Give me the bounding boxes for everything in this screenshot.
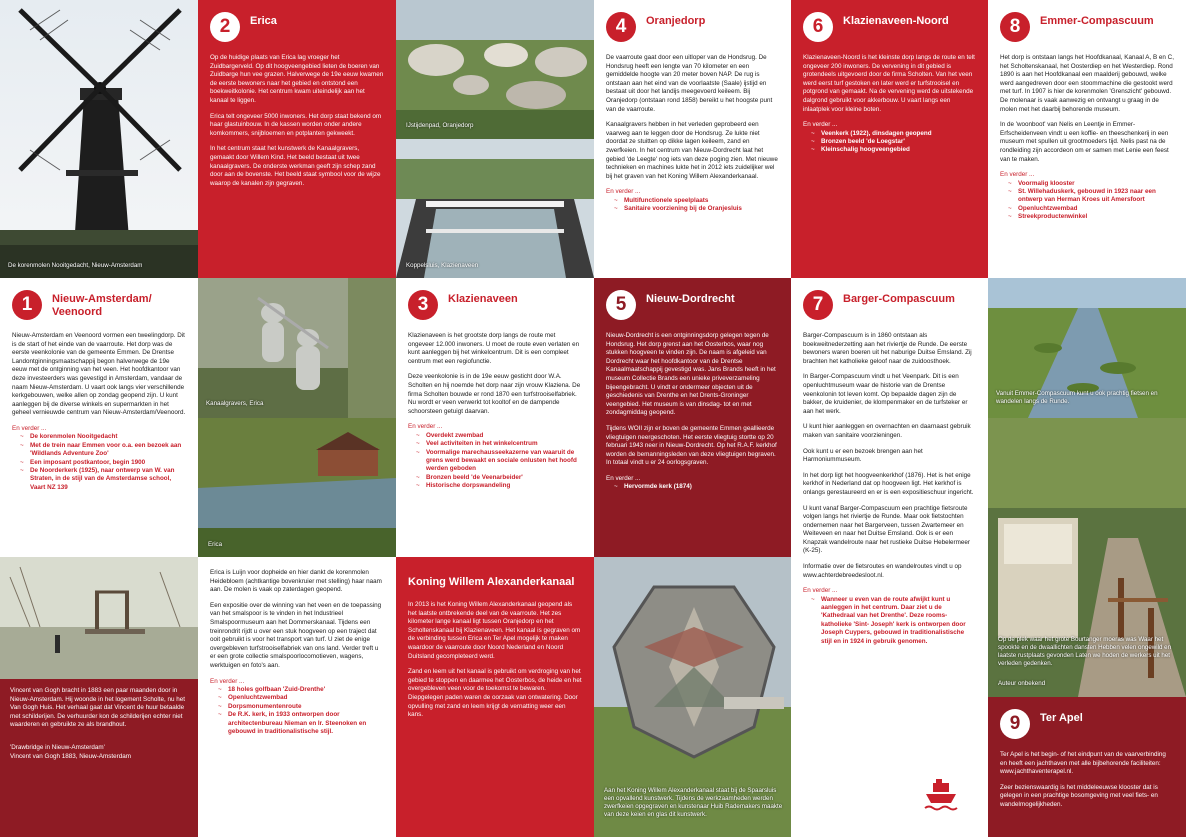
erica-photo	[198, 418, 396, 557]
section-barger-compascuum	[791, 278, 988, 837]
list-item: ~ St. Willehaduskerk, gebouwd in 1923 naar een ontwerp van Herman Kroes uit Amersfoort	[1008, 188, 1174, 205]
kwa-paragraph-2: Zand en leem uit het kanaal is gebruikt om verdroging van het gebied te stoppen en daarmee het Oosterbos, de heide en het overgebleven veen voor de toekomst te bewaren. Diepgelegen paden waren de oorzaak van ontwatering. Door opvulling met zand en leem krijgt de vernatting weer een kans.	[408, 668, 582, 719]
list-item: ~ Een imposant postkantoor, begin 1900	[20, 459, 186, 467]
erica-caption: Erica	[208, 541, 223, 548]
oranjedorp-more	[606, 188, 779, 213]
section-erica	[198, 0, 396, 278]
section-nieuw-dordrecht	[594, 278, 791, 557]
oranjedorp-image	[396, 0, 594, 139]
emmer-paragraph-2: In de 'woonboot' van Nelis en Leentje in Emmer-Erfscheidenveen vindt u een koffie- en theeschenkerij in een museum met spullen uit grootmoeders tijd. Nelis past na de rondleiding zijn accordeon om er samen met Lenie een feest van te maken.	[1000, 121, 1169, 163]
emmer-paragraph-1: Het dorp is ontstaan langs het Hoofdkanaal, Kanaal A, B en C, het Scholtenskanaal, het Oosterdiep en het Westerdiep. Rond 1890 is aan het Hoofdkanaal een maalderij gebouwd, welke werd aangedreven door een stoommachine die gestookt werd met turf. In 1907 is hier de korenmolen 'Grenszicht' gebouwd. De molenaar is vaak aanwezig en ontvangt u graag in de molen met het daarbij behorende museum.	[1000, 54, 1174, 113]
erica-paragraph-4: Erica is Luijn voor dopheide en hier dankt de korenmolen Heidebloem (achtkantige bovenkruier met stelling) haar naam aan. De molen is vaak op zaterdagen geopend.	[210, 569, 382, 594]
section-title-nieuw-amsterdam: Nieuw-Amsterdam/ Veenoord	[52, 293, 152, 318]
list-item: ~ Met de trein naar Emmen voor o.a. een bezoek aan 'Wildlands Adventure Zoo'	[20, 442, 186, 459]
klazienaveen-paragraph-2: Deze veenkolonie is in de 19e eeuw gesticht door W.A. Scholten en hij noemde het dorp naar zijn vrouw Klaziena. De firma Scholten bouwde er rond 1870 een turfstrooiselfabriek. Nu wordt er veen verwerkt tot kooltof en de dampende schoorsteen getuigt daarvan.	[408, 373, 581, 415]
runde-photo	[988, 278, 1186, 418]
section-title-klazienaveen-noord: Klazienaveen-Noord	[843, 15, 949, 27]
barger-paragraph-5: In het dorp ligt het hoogveenkerkhof (1876). Het is het enige kerkhof in Nederland dat op hoogveen ligt. Het kerkhof is onlangs gerestaureerd en er is een expositieschuur ingericht.	[803, 471, 974, 496]
list-item: ~ Overdekt zwembad	[416, 432, 582, 440]
vangogh-paragraph-1: Vincent van Gogh bracht in 1883 een paar maanden door in Nieuw-Amsterdam. Hij woonde in het logement Scholte, nu het Van Gogh Huis. Het verhaal gaat dat Vincent de huur betaalde met schilderijen. De verhuurder kon de schilderijen echter niet waarderen en gebruikte ze als brandhout.	[10, 687, 186, 729]
list-item: ~ Veenkerk (1922), dinsdagen geopend	[811, 130, 976, 138]
section-title-ter-apel: Ter Apel	[1040, 712, 1083, 724]
kanaalgravers-image	[198, 278, 396, 418]
emmer-more	[1000, 171, 1174, 221]
section-nieuw-amsterdam	[0, 278, 198, 557]
section-vangogh	[0, 679, 198, 837]
oranjedorp-paragraph-2: Kanaalgravers hebben in het verleden geprobeerd een vaarweg aan te leggen door de Hondsrug. Ze lukte niet doordat ze stuitten op dikke lagen keileem, zand en zwerfkeien. In het centrum van Nieuw-Dordrecht laat het gebied 'de Leegte' nog iets van deze poging zien. Met nieuwe technieken en machines lukte het in 2012 iets zuidelijker wel bij het graven van het Koning Willem Alexanderkanaal.	[606, 121, 778, 180]
list-item: ~ Streekproductenwinkel	[1008, 213, 1174, 221]
list-item: ~ Dorpsmonumentenroute	[218, 703, 384, 711]
erica-paragraph-2: Erica telt ongeveer 5000 inwoners. Het dorp staat bekend om haar glastuinbouw. In de kassen worden onder andere komkommers, snijbloemen en potplanten gekweekt.	[210, 112, 382, 137]
section-title-barger-compascuum: Barger-Compascuum	[843, 293, 955, 305]
vangogh-image	[0, 557, 198, 679]
section-klazienaveen-noord	[791, 0, 988, 278]
number-badge-3: 3	[408, 290, 438, 320]
number-badge-9: 9	[1000, 709, 1030, 739]
number-badge-6: 6	[803, 12, 833, 42]
bourtange-author: Auteur onbekend	[998, 680, 1046, 687]
more-lead: En verder ...	[803, 121, 838, 129]
number-badge-4: 4	[606, 12, 636, 42]
barger-paragraph-7: Informatie over de fietsroutes en wandelroutes vindt u op www.achterdebreedesloot.nl.	[803, 563, 962, 579]
list-item: ~ Voormalig klooster	[1008, 180, 1174, 188]
klazienaveen-paragraph-1: Klazienaveen is het grootste dorp langs de route met ongeveer 12.000 inwoners. U moet de route even verlaten en kunt aanleggen bij het winkelcentrum. Dit is een compleet centrum met een regiofunctie.	[408, 332, 580, 365]
number-badge-5: 5	[606, 290, 636, 320]
more-lead: En verder ...	[606, 188, 641, 196]
section-emmer-compascuum	[988, 0, 1186, 278]
klazienaveen-noord-more	[803, 121, 976, 155]
list-item: ~ Bronzen beeld 'de Loegstar'	[811, 138, 976, 146]
erica-paragraph-5: Een expositie over de winning van het veen en de toepassing van het smalspoor is te vinden in het Industrieel Smalspoormuseum aan het Dommerskanaal. Tijdens een treinrondrit rijdt u over een stuk hoogveen op een traject dat ooit gebruikt is voor het transport van turf. U ziet de enige overgebleven turfstrooiselfabriek van ons land. Verder treft u er een grote collectie smalspoorlocomotieven, wagens, werktuigen en foto's aan.	[210, 601, 382, 669]
list-item: ~ Multifunctionele speelplaats	[614, 197, 779, 205]
vangogh-caption-1: 'Drawbridge in Nieuw-Amsterdam'	[10, 743, 105, 751]
barger-paragraph-6: U kunt vanaf Barger-Compascuum een prachtige fietsroute volgen langs het riviertje de Runde. Maar ook fietstochten ondernemen naar het Bargerveen, tussen Zwartemeer en Weiteveen en naar het Duitse Emsland. Ook is er een Knapzak wandelroute naar het rustieke Duitse Hebelermeer (K-25).	[803, 504, 970, 555]
oranjedorp-paragraph-1: De vaarroute gaat door een uitloper van de Hondsrug. De Hondsrug heeft een lengte van 70 kilometer en een gemiddelde hoogte van 20 meter boven NAP. De rug is ontstaan aan het eind van de voorlaatste (Saale) ijstijd en bestaat uit door het landijs meegevoerd keileem. Bij Oranjedorp (ontstaan rond 1858) bereikt u het hoogste punt van de vaarroute.	[606, 54, 773, 113]
terapel-paragraph-2: Zeer bezienswaardig is het middeleeuwse klooster dat is gelegen in een prachtige bosomgeving met veel fiets- en wandelmogelijkheden.	[1000, 783, 1158, 808]
barger-paragraph-4: Ook kunt u er een bezoek brengen aan het Harmoniummuseum.	[803, 447, 923, 464]
oranjedorp-caption: IJstijdenpad, Oranjedorp	[406, 122, 474, 129]
list-item: ~ De korenmolen Nooitgedacht	[20, 433, 186, 441]
list-item: ~ Bronzen beeld 'de Veenarbeider'	[416, 474, 582, 482]
klazienaveen-more	[408, 423, 582, 490]
number-badge-2: 2	[210, 12, 240, 42]
barger-paragraph-2: In Barger-Compascuum vindt u het Veenpark. Dit is een openluchtmuseum waar de historie van de Drentse veenkolonin tot leven komt. Op bepaalde dagen zijn de bakker, de kruidenier, de klompenmaker en de turfsteker er aan het werk.	[803, 373, 968, 415]
runde-caption: Vanuit Emmer-Compascuum kunt u ook prachtig fietsen en wandelen langs de Runde.	[996, 390, 1158, 405]
vangogh-caption-2: Vincent van Gogh 1883, Nieuw-Amsterdam	[10, 752, 131, 760]
more-lead: En verder ...	[803, 587, 838, 595]
koppelsluis-caption: Koppelsluis, Klazienaveen	[406, 262, 479, 269]
barger-paragraph-3: U kunt hier aanleggen en overnachten en daarnaast gebruik maken van sanitaire voorzieningen.	[803, 423, 971, 439]
more-lead: En verder ...	[12, 424, 47, 432]
list-item: ~ De Noorderkerk (1925), naar ontwerp van W. van Straten, in de stijl van de Amsterdamse school, Vaart NZ 139	[20, 467, 186, 492]
barger-paragraph-1: Barger-Compascuum is in 1860 ontstaan als boekweitnederzetting aan het riviertje de Runde. De eerste bewoners waren boeren uit het naburige Duitse Emsland. Zij brachten het katholieke geloof naar de zuidoosthoek.	[803, 332, 972, 365]
more-lead: En verder ...	[210, 677, 245, 685]
list-item: ~ Kleinschalig hoogveengebied	[811, 146, 976, 154]
klazienaveen-noord-paragraph-1: Klazienaveen-Noord is het kleinste dorp langs de route en telt ongeveer 200 inwoners. De vervening in dit gebied is grotendeels uitgevoerd door de firma Scholten. Van het veen werd eerst turf gestoken en later werd er turfstrooisel en potgrond van gemaakt. Na de vervening werd de uitstekende dalgrond gebruikt voor akkerbouw. U vaart langs een inlaatplek voor kleine boten.	[803, 54, 975, 113]
section-title-nieuw-dordrecht: Nieuw-Dordrecht	[646, 293, 735, 305]
section-title-erica: Erica	[250, 15, 277, 27]
vangogh-painting	[0, 557, 198, 679]
nieuw-dordrecht-paragraph-2: Tijdens WOII zijn er boven de gemeente Emmen geallieerde vliegtuigen neergeschoten. Het eerste vliegtuig stortte op 20 februari 1943 neer in Nieuw-Dordrecht. Op het R.A.F. kerkhof worden de bemanningsleden van deze vliegtuigen begraven. In totaal vindt u er 24 oorlogsgraven.	[606, 424, 777, 467]
section-title-oranjedorp: Oranjedorp	[646, 15, 706, 27]
erica-paragraph-1: Op de huidige plaats van Erica lag vroeger het Zuidbargerveld. Op dit hoogveengebied lieten de boeren van Zuidbarge hun vee grazen. Halverwege de 19e eeuw kwamen de eerste bewoners naar het gebied en ontstond een boekweitkolonie. Het centrum kwam uiteindelijk aan het kanaal te liggen.	[210, 54, 384, 104]
list-item: ~ Wanneer u even van de route afwijkt kunt u aanleggen in het centrum. Daar ziet u de 'Kathedraal van het Drenthe'. Deze rooms-katholieke 'Sint- Joseph' kerk is ontworpen door Joseph Cuypers, gebouwd in traditionalistische stijl en in 1924 in gebruik genomen.	[811, 596, 976, 646]
windmill-image	[0, 0, 198, 278]
bourtange-caption: Op de plek waar het grote Bourtanger moeras was Waar het spookte en de dwaallichten dansten Hebben velen ongewild en laatste rustplaats gevonden Laten we hoden de werkers uit het verleden gedenken.	[998, 636, 1172, 667]
list-item: ~ 18 holes golfbaan 'Zuid-Drenthe'	[218, 686, 384, 694]
section-ter-apel	[988, 697, 1186, 837]
nieuw-amsterdam-more	[12, 425, 186, 492]
list-item: ~ De R.K. kerk, in 1933 ontworpen door architectenbureau Nieman en Ir. Steenoken en gebouwd in traditionalistische stijl.	[218, 711, 384, 736]
nieuw-dordrecht-paragraph-1: Nieuw-Dordrecht is een ontginningsdorp gelegen tegen de Hondsrug. Het dorp grenst aan het Oosterbos, waar nog stukken hoogveen te vinden zijn. De naam is afgeleid van Dordrecht waar het hoofdkantoor van de Drentse Kanaalmaatschappij gevestigd was. Jans Brands heeft in het museum Collectie Brands een unieke priveverzameling bijeengebracht. U vindt er ondermeer objecten uit de geschiedenis van Drenthe en het Drents-Groninger veengebied. Het museum is van dinsdag- tot en met zondagmiddag geopend.	[606, 332, 776, 417]
boat-icon	[916, 770, 966, 820]
erica-paragraph-3: In het centrum staat het kunstwerk de Kanaalgravers, gemaakt door Willem Kind. Het beeld bestaat uit twee kanaalgravers. De onderste werkman geeft zijn schep zand door aan de bovenste. Het beeld staat symbool voor de wijze waarop de kanalen zijn gegraven.	[210, 145, 381, 187]
kanaalgravers-caption: Kanaalgravers, Erica	[206, 400, 264, 407]
number-badge-7: 7	[803, 290, 833, 320]
list-item: ~ Voormalige marechausseekazerne van waaruit de grens werd bewaakt en sociale onlusten het hoofd werden geboden	[416, 449, 582, 474]
section-erica-continued	[198, 557, 396, 837]
number-badge-8: 8	[1000, 12, 1030, 42]
kunstwerk-caption: Aan het Koning Willem Alexanderkanaal staat bij de Spaarsluis een opvallend kunstwerk. Tijdens de werkzaamheden werden zwerfkeien opgegraven en kunstenaar Huib Rademakers maakte van deze keien en glas dit kunstwerk.	[604, 787, 783, 818]
section-oranjedorp	[594, 0, 791, 278]
list-item: ~ Hervormde kerk (1874)	[614, 483, 779, 491]
section-klazienaveen	[396, 278, 594, 557]
section-title-kwa: Koning Willem Alexanderkanaal	[408, 576, 575, 588]
more-lead: En verder ...	[408, 423, 443, 431]
list-item: ~ Veel activiteiten in het winkelcentrum	[416, 440, 582, 448]
windmill-caption: De korenmolen Nooitgedacht, Nieuw-Amsterdam	[8, 262, 143, 269]
list-item: ~ Openluchtzwembad	[218, 694, 384, 702]
bourtange-photo	[988, 418, 1186, 697]
list-item: ~ Sanitaire voorziening bij de Oranjesluis	[614, 205, 779, 213]
more-lead: En verder ...	[606, 474, 641, 482]
kwa-paragraph-1: In 2013 is het Koning Willem Alexanderkanaal geopend als het laatste ontbrekende deel van de vaarroute. Het zes kilometer lange kanaal ligt tussen Oranjedorp en het Scholtenskanaal bij Klazienaveen. Het kanaal is gegraven om de verbinding tussen Erica en Ter Apel mogelijk te maken waardoor de vaarroute door Noord Nederland en Noord Duitsland gecompleteerd werd.	[408, 601, 581, 660]
nieuw-dordrecht-more	[606, 475, 779, 492]
list-item: ~ Openluchtzwembad	[1008, 205, 1174, 213]
terapel-paragraph-1: Ter Apel is het begin- of het eindpunt van de vaarverbinding en heeft een jachthaven met alle bijbehorende faciliteiten: www.jachthaventerapel.nl.	[1000, 751, 1166, 776]
kunstwerk-photo	[594, 557, 791, 837]
nieuw-amsterdam-paragraph-1: Nieuw-Amsterdam en Veenoord vormen een tweelingdorp. Dit is de start of het einde van de vaarroute. Het dorp was de eerste veenkolonie van de gemeente Emmen. De Drentse Landontginningsmaatschappij begon halverwege de 19e eeuw met de ontginning van het veen. Het hoofdkantoor van deze investeerders was gevestigd in Amsterdam, vandaar de naam Nieuw-Amsterdam. U vaart ook langs vier verschillende kerkgebouwen, welke allen op zondag geopend zijn. U kunt aanleggen bij de diverse winkels en supermarkten in het geheel vernieuwde centrum van Nieuw-Amsterdam/Veenoord.	[12, 332, 186, 417]
barger-more	[803, 587, 976, 646]
section-title-klazienaveen: Klazienaveen	[448, 293, 518, 305]
number-badge-1: 1	[12, 290, 42, 320]
section-koning-willem-alexanderkanaal	[396, 557, 594, 837]
erica-image	[198, 418, 396, 557]
kanaalgravers-photo	[198, 278, 396, 418]
more-lead: En verder ...	[1000, 171, 1035, 179]
koppelsluis-photo	[396, 139, 594, 278]
windmill-photo	[0, 0, 198, 278]
erica-more	[210, 678, 384, 737]
oranjedorp-photo	[396, 0, 594, 139]
section-title-emmer-compascuum: Emmer-Compascuum	[1040, 15, 1154, 27]
koppelsluis-image	[396, 139, 594, 278]
list-item: ~ Historische dorpswandeling	[416, 482, 582, 490]
